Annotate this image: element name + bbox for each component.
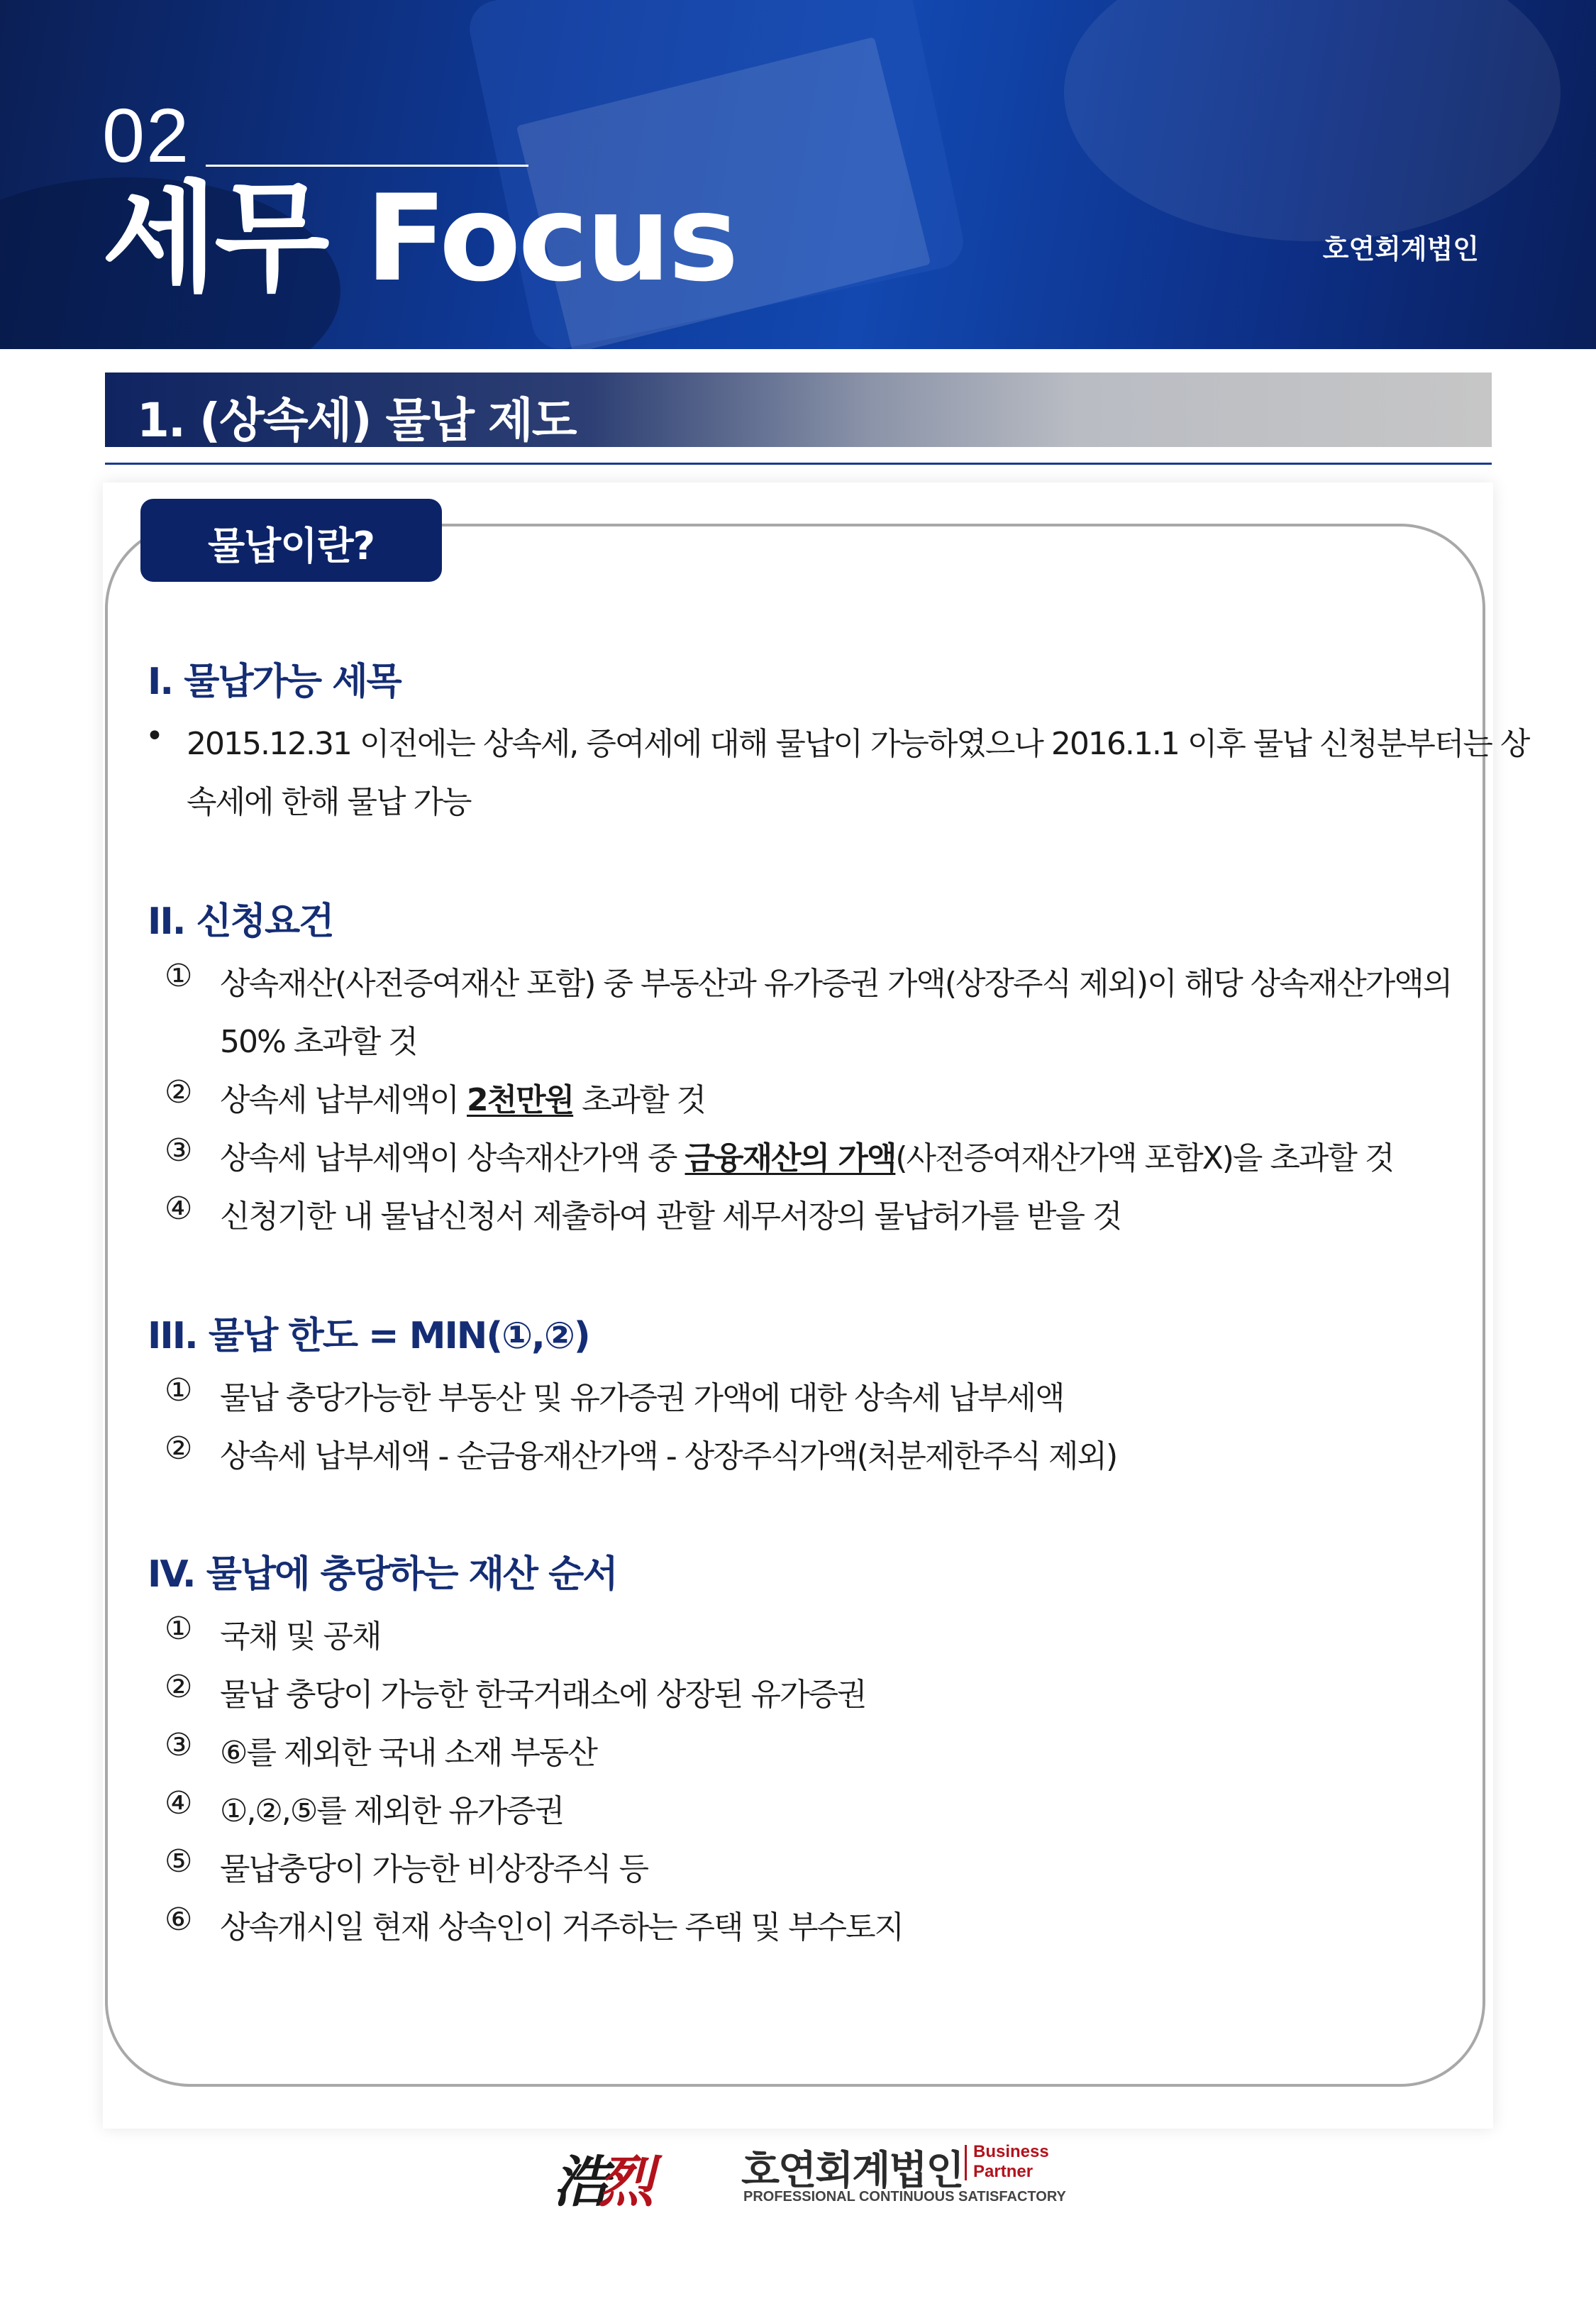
section-heading-bar	[105, 373, 1492, 447]
list-number: ①	[165, 1611, 193, 1647]
heading-part-1: I. 물납가능 세목	[148, 661, 401, 703]
list-number: ②	[165, 1430, 193, 1467]
section-title: 1. (상속세) 물납 제도	[137, 393, 576, 448]
footer-partner: Partner	[973, 2162, 1033, 2181]
badge-label	[140, 499, 442, 582]
list-number: ⑤	[165, 1843, 193, 1880]
issue-number-rule	[206, 165, 528, 167]
firm-name: 호연회계법인	[1322, 233, 1479, 265]
order-item-6: 상속개시일 현재 상속인이 거주하는 주택 및 부수토지	[220, 1909, 904, 1946]
limit-item-1: 물납 충당가능한 부동산 및 유가증권 가액에 대한 상속세 납부세액	[220, 1380, 1064, 1416]
limit-item-2: 상속세 납부세액 - 순금융재산가액 - 상장주식가액(처분제한주식 제외)	[220, 1438, 1117, 1474]
calligraphy-char: 烈	[599, 2150, 645, 2214]
list-number: ①	[165, 1372, 193, 1408]
heading-part-3: III. 물납 한도 = MIN(①,②)	[148, 1315, 589, 1357]
requirement-2	[220, 1074, 705, 1120]
order-item-2: 물납 충당이 가능한 한국거래소에 상장된 유가증권	[220, 1677, 866, 1713]
footer-logo	[553, 2132, 1066, 2214]
order-item-4: ①,②,⑤를 제외한 유가증권	[220, 1793, 564, 1829]
part1-text-line1: 2015.12.31 이전에는 상속세, 증여세에 대해 물납이 가능하였으나 2016.1.1 이후 물납 신청분부터는 상	[187, 726, 1529, 762]
page-title: 세무 Focus	[102, 169, 736, 308]
requirement-3-text: 상속세 납부세액이 상속재산가액 중	[220, 1140, 685, 1176]
list-number: ②	[165, 1669, 193, 1705]
order-item-3: ⑥를 제외한 국내 소재 부동산	[220, 1735, 597, 1771]
list-number: ④	[165, 1191, 193, 1227]
footer-business: Business	[973, 2142, 1049, 2161]
list-number: ②	[165, 1074, 193, 1110]
list-number: ③	[165, 1132, 193, 1169]
list-number: ⑥	[165, 1902, 193, 1938]
requirement-1-line1: 상속재산(사전증여재산 포함) 중 부동산과 유가증권 가액(상장주식 제외)이 해당 상속재산가액의	[220, 966, 1452, 1002]
footer-business-partner	[973, 2142, 1049, 2182]
footer-tagline: PROFESSIONAL CONTINUOUS SATISFACTORY	[743, 2189, 1066, 2205]
section-divider	[105, 463, 1492, 465]
requirement-2-emphasis: 2천만원	[467, 1082, 574, 1118]
part1-text-line2: 속세에 한해 물납 가능	[187, 784, 471, 820]
header-banner	[0, 0, 1596, 349]
heading-part-2: II. 신청요건	[148, 900, 333, 943]
footer-firm-name: 호연회계법인	[741, 2148, 963, 2194]
calligraphy-logo	[553, 2138, 644, 2217]
heading-part-4: IV. 물납에 충당하는 재산 순서	[148, 1553, 617, 1596]
order-item-5: 물납충당이 가능한 비상장주식 등	[220, 1851, 648, 1887]
banner-decor	[1064, 0, 1561, 241]
requirement-3	[220, 1132, 1393, 1178]
requirement-1-line2: 50% 초과할 것	[220, 1024, 417, 1060]
footer-divider	[965, 2145, 967, 2180]
bullet-dot: •	[145, 718, 164, 754]
requirement-2-text: 상속세 납부세액이	[220, 1082, 467, 1118]
order-item-1: 국채 및 공채	[220, 1618, 381, 1655]
requirement-3-text-end: (사전증여재산가액 포함X)을 초과할 것	[895, 1140, 1394, 1176]
list-number: ①	[165, 958, 193, 994]
list-number: ③	[165, 1727, 193, 1763]
calligraphy-char: 浩	[553, 2150, 599, 2214]
requirement-2-text-end: 초과할 것	[573, 1082, 706, 1118]
badge-text: 물납이란?	[208, 524, 375, 568]
requirement-4: 신청기한 내 물납신청서 제출하여 관할 세무서장의 물납허가를 받을 것	[220, 1198, 1121, 1235]
list-number: ④	[165, 1785, 193, 1821]
requirement-3-emphasis: 금융재산의 가액	[685, 1140, 896, 1176]
issue-number: 02	[102, 92, 191, 178]
